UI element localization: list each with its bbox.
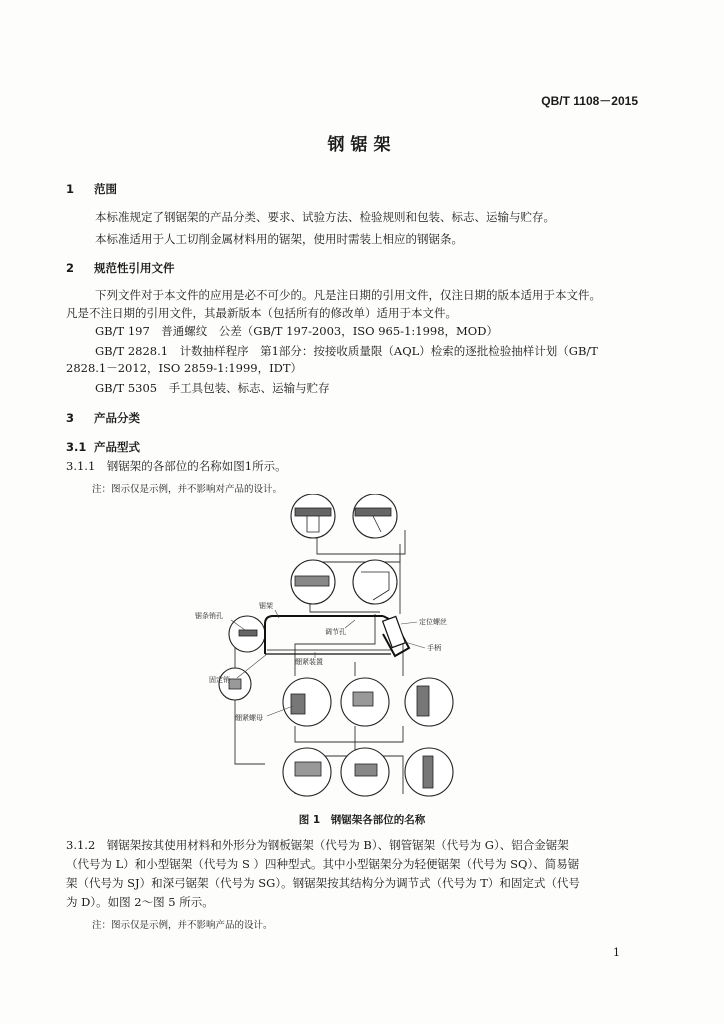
- reference-gbt-2828-1: GB/T 2828.1 计数抽样程序 第1部分：按接收质量限（AQL）检索的逐批检验抽样计划（GB/T: [95, 344, 598, 358]
- section-2-para-1-cont: 凡是不注日期的引用文件，其最新版本（包括所有的修改单）适用于本文件。: [66, 306, 457, 320]
- saw-frame-parts-diagram: [195, 494, 485, 804]
- section-3-number: 3: [66, 411, 75, 425]
- figure-1-caption: 图 1 钢锯架各部位的名称: [298, 814, 426, 826]
- reference-gbt-5305: GB/T 5305 手工具包装、标志、运输与贮存: [95, 381, 330, 395]
- section-1-para-1: 本标准规定了钢锯架的产品分类、要求、试验方法、检验规则和包装、标志、运输与贮存。: [95, 210, 555, 224]
- section-3-heading: [66, 410, 140, 426]
- subsection-3-1-title: 产品型式: [94, 440, 140, 454]
- clause-3-1-2-line-4: 为 D）。如图 2～图 5 所示。: [66, 895, 214, 909]
- section-1-title: 范围: [94, 182, 117, 196]
- section-1-number: 1: [66, 182, 75, 196]
- figure-note: 注：图示仅是示例，并不影响对产品的设计。: [92, 484, 283, 495]
- label-fixing-pin: 固定销: [209, 676, 230, 684]
- section-1-para-2: 本标准适用于人工切削金属材料用的锯架，使用时需装上相应的钢锯条。: [95, 232, 463, 246]
- label-locating-screw: 定位螺丝: [419, 618, 447, 626]
- subsection-3-1-number: 3.1: [66, 440, 87, 454]
- reference-gbt-2828-1-cont: 2828.1－2012，ISO 2859-1:1999，IDT）: [66, 361, 303, 375]
- label-blade-pin-hole: 锯条销孔: [195, 612, 223, 620]
- section-3-title: 产品分类: [94, 411, 140, 425]
- section-2-title: 规范性引用文件: [94, 261, 175, 275]
- standard-code: QB/T 1108－2015: [541, 94, 638, 108]
- subsection-3-1-heading: [66, 439, 140, 455]
- section-1-heading: [66, 181, 117, 197]
- clause-3-1-2-line-2: （代号为 L）和小型锯架（代号为 S ）四种型式。其中小型锯架分为轻便锯架（代号为 SQ）、简易锯: [66, 857, 580, 871]
- section-2-heading: [66, 260, 175, 276]
- document-title: 钢锯架: [327, 135, 397, 155]
- section-2-para-1: 下列文件对于本文件的应用是必不可少的。凡是注日期的引用文件，仅注日期的版本适用于本文件。: [95, 288, 601, 302]
- page-number: 1: [613, 946, 620, 959]
- label-tension-nut: 绷紧螺母: [235, 714, 263, 722]
- clause-3-1-2-line-1: 3.1.2 钢锯架按其使用材料和外形分为钢板锯架（代号为 B）、钢管锯架（代号为 G）、铝合金锯架: [66, 838, 569, 852]
- label-adjust-hole: 调节孔: [325, 628, 346, 636]
- reference-gbt-197: GB/T 197 普通螺纹 公差（GB/T 197-2003，ISO 965-1:1998，MOD）: [95, 324, 498, 338]
- clause-3-1-1: 3.1.1 钢锯架的各部位的名称如图1所示。: [66, 459, 287, 473]
- section-2-number: 2: [66, 261, 75, 275]
- figure-note-2: 注：图示仅是示例，并不影响产品的设计。: [92, 920, 273, 931]
- label-tension-device: 绷紧装置: [295, 658, 323, 666]
- clause-3-1-2-line-3: 架（代号为 SJ）和深弓锯架（代号为 SG）。钢锯架按其结构分为调节式（代号为 T）和固定式（代号: [66, 876, 580, 890]
- label-handle: 手柄: [427, 644, 441, 652]
- label-saw-frame: 锯架: [259, 602, 273, 610]
